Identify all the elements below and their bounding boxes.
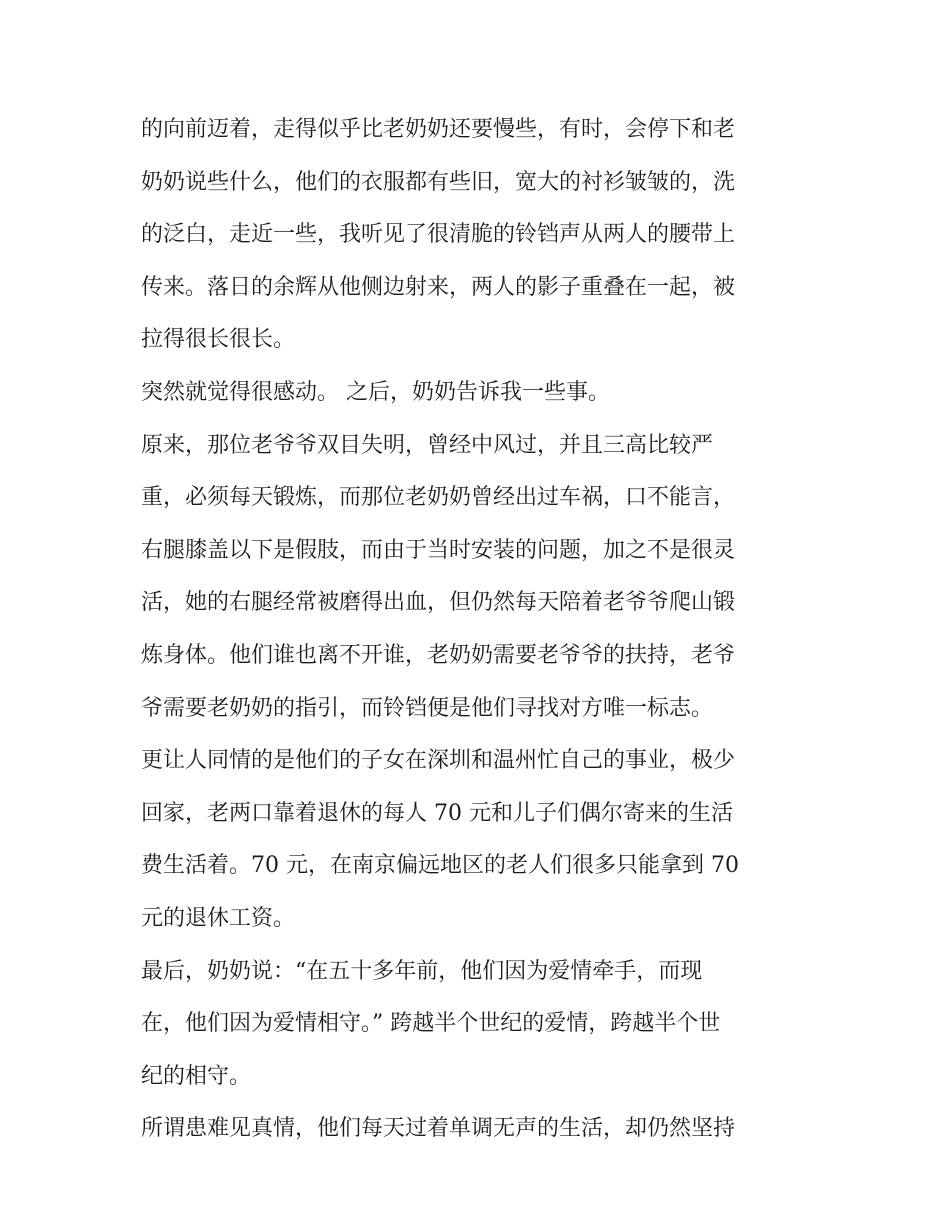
text-line: 右腿膝盖以下是假肢，而由于当时安装的问题，加之不是很灵 (141, 537, 736, 563)
text-line: 费生活着。70 元，在南京偏远地区的老人们很多只能拿到 70 (141, 853, 739, 879)
text-line: 传来。落日的余辉从他侧边射来，两人的影子重叠在一起，被 (141, 274, 736, 300)
body-text (141, 104, 831, 1156)
text-line: 更让人同情的是他们的子女在深圳和温州忙自己的事业，极少 (141, 748, 736, 774)
text-line: 所谓患难见真情，他们每天过着单调无声的生活，却仍然坚持 (141, 1116, 736, 1142)
text-line: 的泛白，走近一些，我听见了很清脆的铃铛声从两人的腰带上 (141, 222, 736, 248)
text-line: 最后，奶奶说：“在五十多年前，他们因为爱情牵手，而现 (141, 958, 703, 984)
text-line: 纪的相守。 (141, 1063, 252, 1089)
text-line: 奶奶说些什么，他们的衣服都有些旧，宽大的衬衫皱皱的，洗 (141, 169, 736, 195)
text-line: 活，她的右腿经常被磨得出血，但仍然每天陪着老爷爷爬山锻 (141, 590, 736, 616)
text-line: 拉得很长很长。 (141, 327, 296, 353)
text-line: 炼身体。他们谁也离不开谁，老奶奶需要老爷爷的扶持，老爷 (141, 642, 736, 668)
text-line: 突然就觉得很感动。 之后，奶奶告诉我一些事。 (141, 379, 610, 405)
text-line: 爷需要老奶奶的指引，而铃铛便是他们寻找对方唯一标志。 (141, 695, 714, 721)
text-line: 重，必须每天锻炼，而那位老奶奶曾经出过车祸，口不能言， (141, 485, 736, 511)
text-line: 回家，老两口靠着退休的每人 70 元和儿子们偶尔寄来的生活 (141, 800, 733, 826)
text-line: 原来，那位老爷爷双目失明，曾经中风过，并且三高比较严 (141, 432, 714, 458)
text-line: 的向前迈着，走得似乎比老奶奶还要慢些，有时，会停下和老 (141, 117, 736, 142)
text-line: 在，他们因为爱情相守。” 跨越半个世纪的爱情，跨越半个世 (141, 1011, 721, 1037)
text-line: 元的退休工资。 (141, 905, 296, 931)
